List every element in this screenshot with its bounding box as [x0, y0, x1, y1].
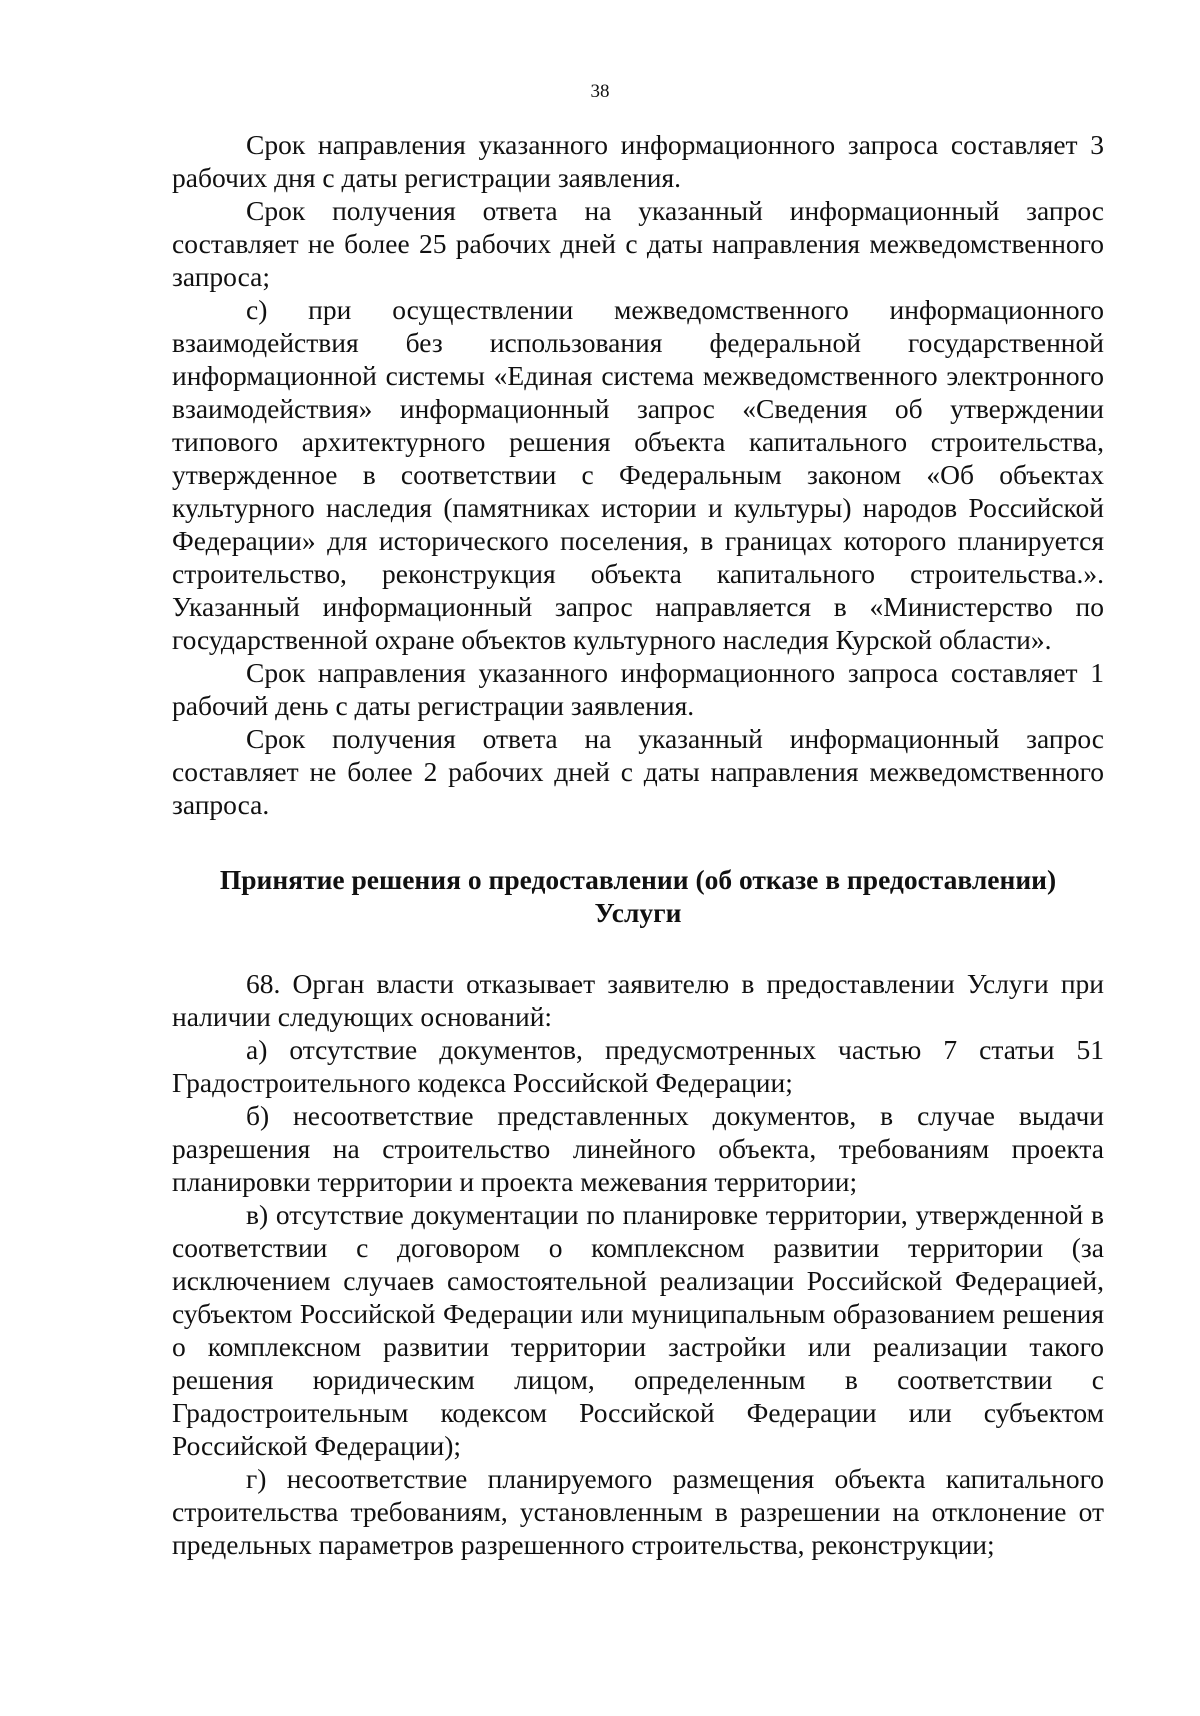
paragraph: а) отсутствие документов, предусмотренных частью 7 статьи 51 Градостроительного кодекса Российской Федерации; — [172, 1034, 1104, 1098]
paragraph: 68. Орган власти отказывает заявителю в предоставлении Услуги при наличии следующих оснований: — [172, 968, 1104, 1032]
paragraph: г) несоответствие планируемого размещения объекта капитального строительства требованиям, установленным в разрешении на отклонение от предельных параметров разрешенного строительства, реконструкции; — [172, 1463, 1104, 1560]
paragraph: в) отсутствие документации по планировке территории, утвержденной в соответствии с договором о комплексном развитии территории (за исключением случаев самостоятельной реализации Российской Федерацией, субъектом Российской Федерации или муниципальным образованием решения о комплексном развитии территории застройки или реализации такого решения юридическим лицом, определенным в соответствии с Градостроительным кодексом Российской Федерации или субъектом Российской Федерации); — [172, 1199, 1104, 1461]
paragraph: c) при осуществлении межведомственного информационного взаимодействия без использования федеральной государственной информационной системы «Единая система межведомственного электронного взаимодействия» информационный запрос «Сведения об утверждении типового архитектурного решения объекта капитального строительства, утвержденное в соответствии с Федеральным законом «Об объектах культурного наследия (памятниках истории и культуры) народов Российской Федерации» для исторического поселения, в границах которого планируется строительство, реконструкция объекта капитального строительства.». Указанный информационный запрос направляется в «Министерство по государственной охране объектов культурного наследия Курской области». — [172, 294, 1104, 655]
paragraph: Срок получения ответа на указанный информационный запрос составляет не более 2 рабочих дней с даты направления межведомственного запроса. — [172, 723, 1104, 820]
section-heading-line-1: Принятие решения о предоставлении (об отказе в предоставлении) — [219, 864, 1057, 895]
paragraph: б) несоответствие представленных документов, в случае выдачи разрешения на строительство линейного объекта, требованиям проекта планировки территории и проекта межевания территории; — [172, 1100, 1104, 1197]
page-number: 38 — [590, 81, 610, 102]
document-body — [172, 128, 1104, 1561]
paragraph: Срок направления указанного информационного запроса составляет 1 рабочий день с даты регистрации заявления. — [172, 657, 1104, 721]
paragraph: Срок направления указанного информационного запроса составляет 3 рабочих дня с даты регистрации заявления. — [172, 129, 1104, 193]
paragraph: Срок получения ответа на указанный информационный запрос составляет не более 25 рабочих дней с даты направления межведомственного запроса; — [172, 195, 1104, 292]
section-heading-line-2: Услуги — [594, 897, 682, 928]
section-heading — [172, 863, 1104, 929]
